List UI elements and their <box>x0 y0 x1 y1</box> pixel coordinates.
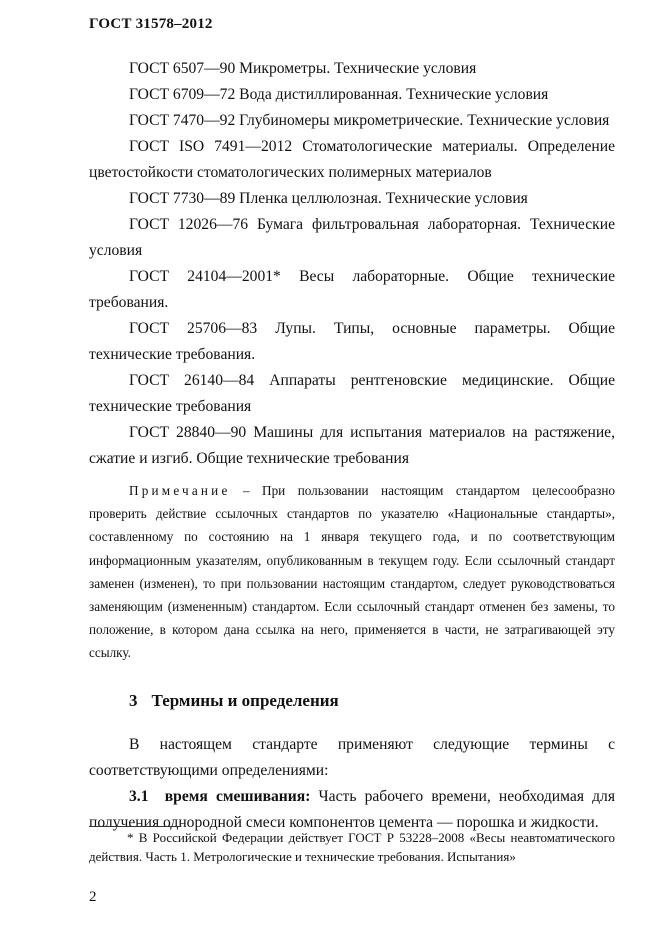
reference-line: технические требования. <box>89 346 256 363</box>
document-body <box>89 56 615 836</box>
reference-gost-25706 <box>89 316 615 368</box>
reference-gost-24104 <box>89 264 615 316</box>
note-paragraph <box>89 479 615 665</box>
definition-term: время смешивания: <box>164 787 311 805</box>
reference-line: ГОСТ 25706—83 Лупы. Типы, основные параметры. Общие <box>129 320 615 337</box>
definition-text: Часть рабочего времени, необходимая для получения однородной смеси компонентов цемента — порошка и жидкости. <box>89 787 616 831</box>
reference-gost-12026: ГОСТ 12026—76 Бумага фильтровальная лабораторная. Технические условия <box>89 216 615 259</box>
reference-line: ГОСТ 24104—2001* Весы лабораторные. Общие технические <box>129 268 615 285</box>
reference-line: ГОСТ 26140—84 Аппараты рентгеновские медицинские. Общие <box>129 372 615 389</box>
reference-gost-7730: ГОСТ 7730—89 Пленка целлюлозная. Технические условия <box>129 190 528 207</box>
note-label: Примечание <box>129 483 231 498</box>
footnote-divider <box>89 826 181 827</box>
reference-gost-6507: ГОСТ 6507—90 Микрометры. Технические условия <box>129 60 477 77</box>
definition-number: 3.1 <box>129 787 149 805</box>
footnote: * В Российской Федерации действует ГОСТ Р 53228–2008 «Весы неавтоматического действия. Часть 1. Метрологические и технические требования. Испытания» <box>89 830 615 864</box>
reference-gost-iso-7491: ГОСТ ISO 7491—2012 Стоматологические материалы. Определение цветостойкости стоматологических полимерных материалов <box>89 138 615 181</box>
intro-paragraph: В настоящем стандарте применяют следующие термины с соответствующими определениями: <box>89 735 615 779</box>
reference-gost-6709: ГОСТ 6709—72 Вода дистиллированная. Технические условия <box>129 86 549 103</box>
reference-gost-28840: ГОСТ 28840—90 Машины для испытания материалов на растяжение, сжатие и изгиб. Общие технические требования <box>89 424 615 467</box>
section-number: 3 <box>129 690 138 710</box>
reference-gost-26140 <box>89 368 615 420</box>
page-number: 2 <box>89 889 97 905</box>
section-title: Термины и определения <box>151 690 339 710</box>
running-header: ГОСТ 31578–2012 <box>89 16 213 32</box>
reference-gost-7470: ГОСТ 7470—92 Глубиномеры микрометрические. Технические условия <box>129 112 610 129</box>
section-heading <box>129 688 615 714</box>
reference-line: технические требования <box>89 398 252 415</box>
note-text: – При пользовании настоящим стандартом целесообразно проверить действие ссылочных стандартов по указателю «Национальные стандарты», составленному по состоянию на 1 января текущего года, и по соответствующим информационным указателям, опубликованным в текущем году. Если ссылочный стандарт заменен (изменен), то при пользовании настоящим стандартом, следует руководствоваться заменяющим (измененным) стандартом. Если ссылочный стандарт отменен без замены, то положение, в котором дана ссылка на него, применяется в части, не затрагивающей эту ссылку. <box>89 483 615 661</box>
reference-line: требования. <box>89 294 169 311</box>
